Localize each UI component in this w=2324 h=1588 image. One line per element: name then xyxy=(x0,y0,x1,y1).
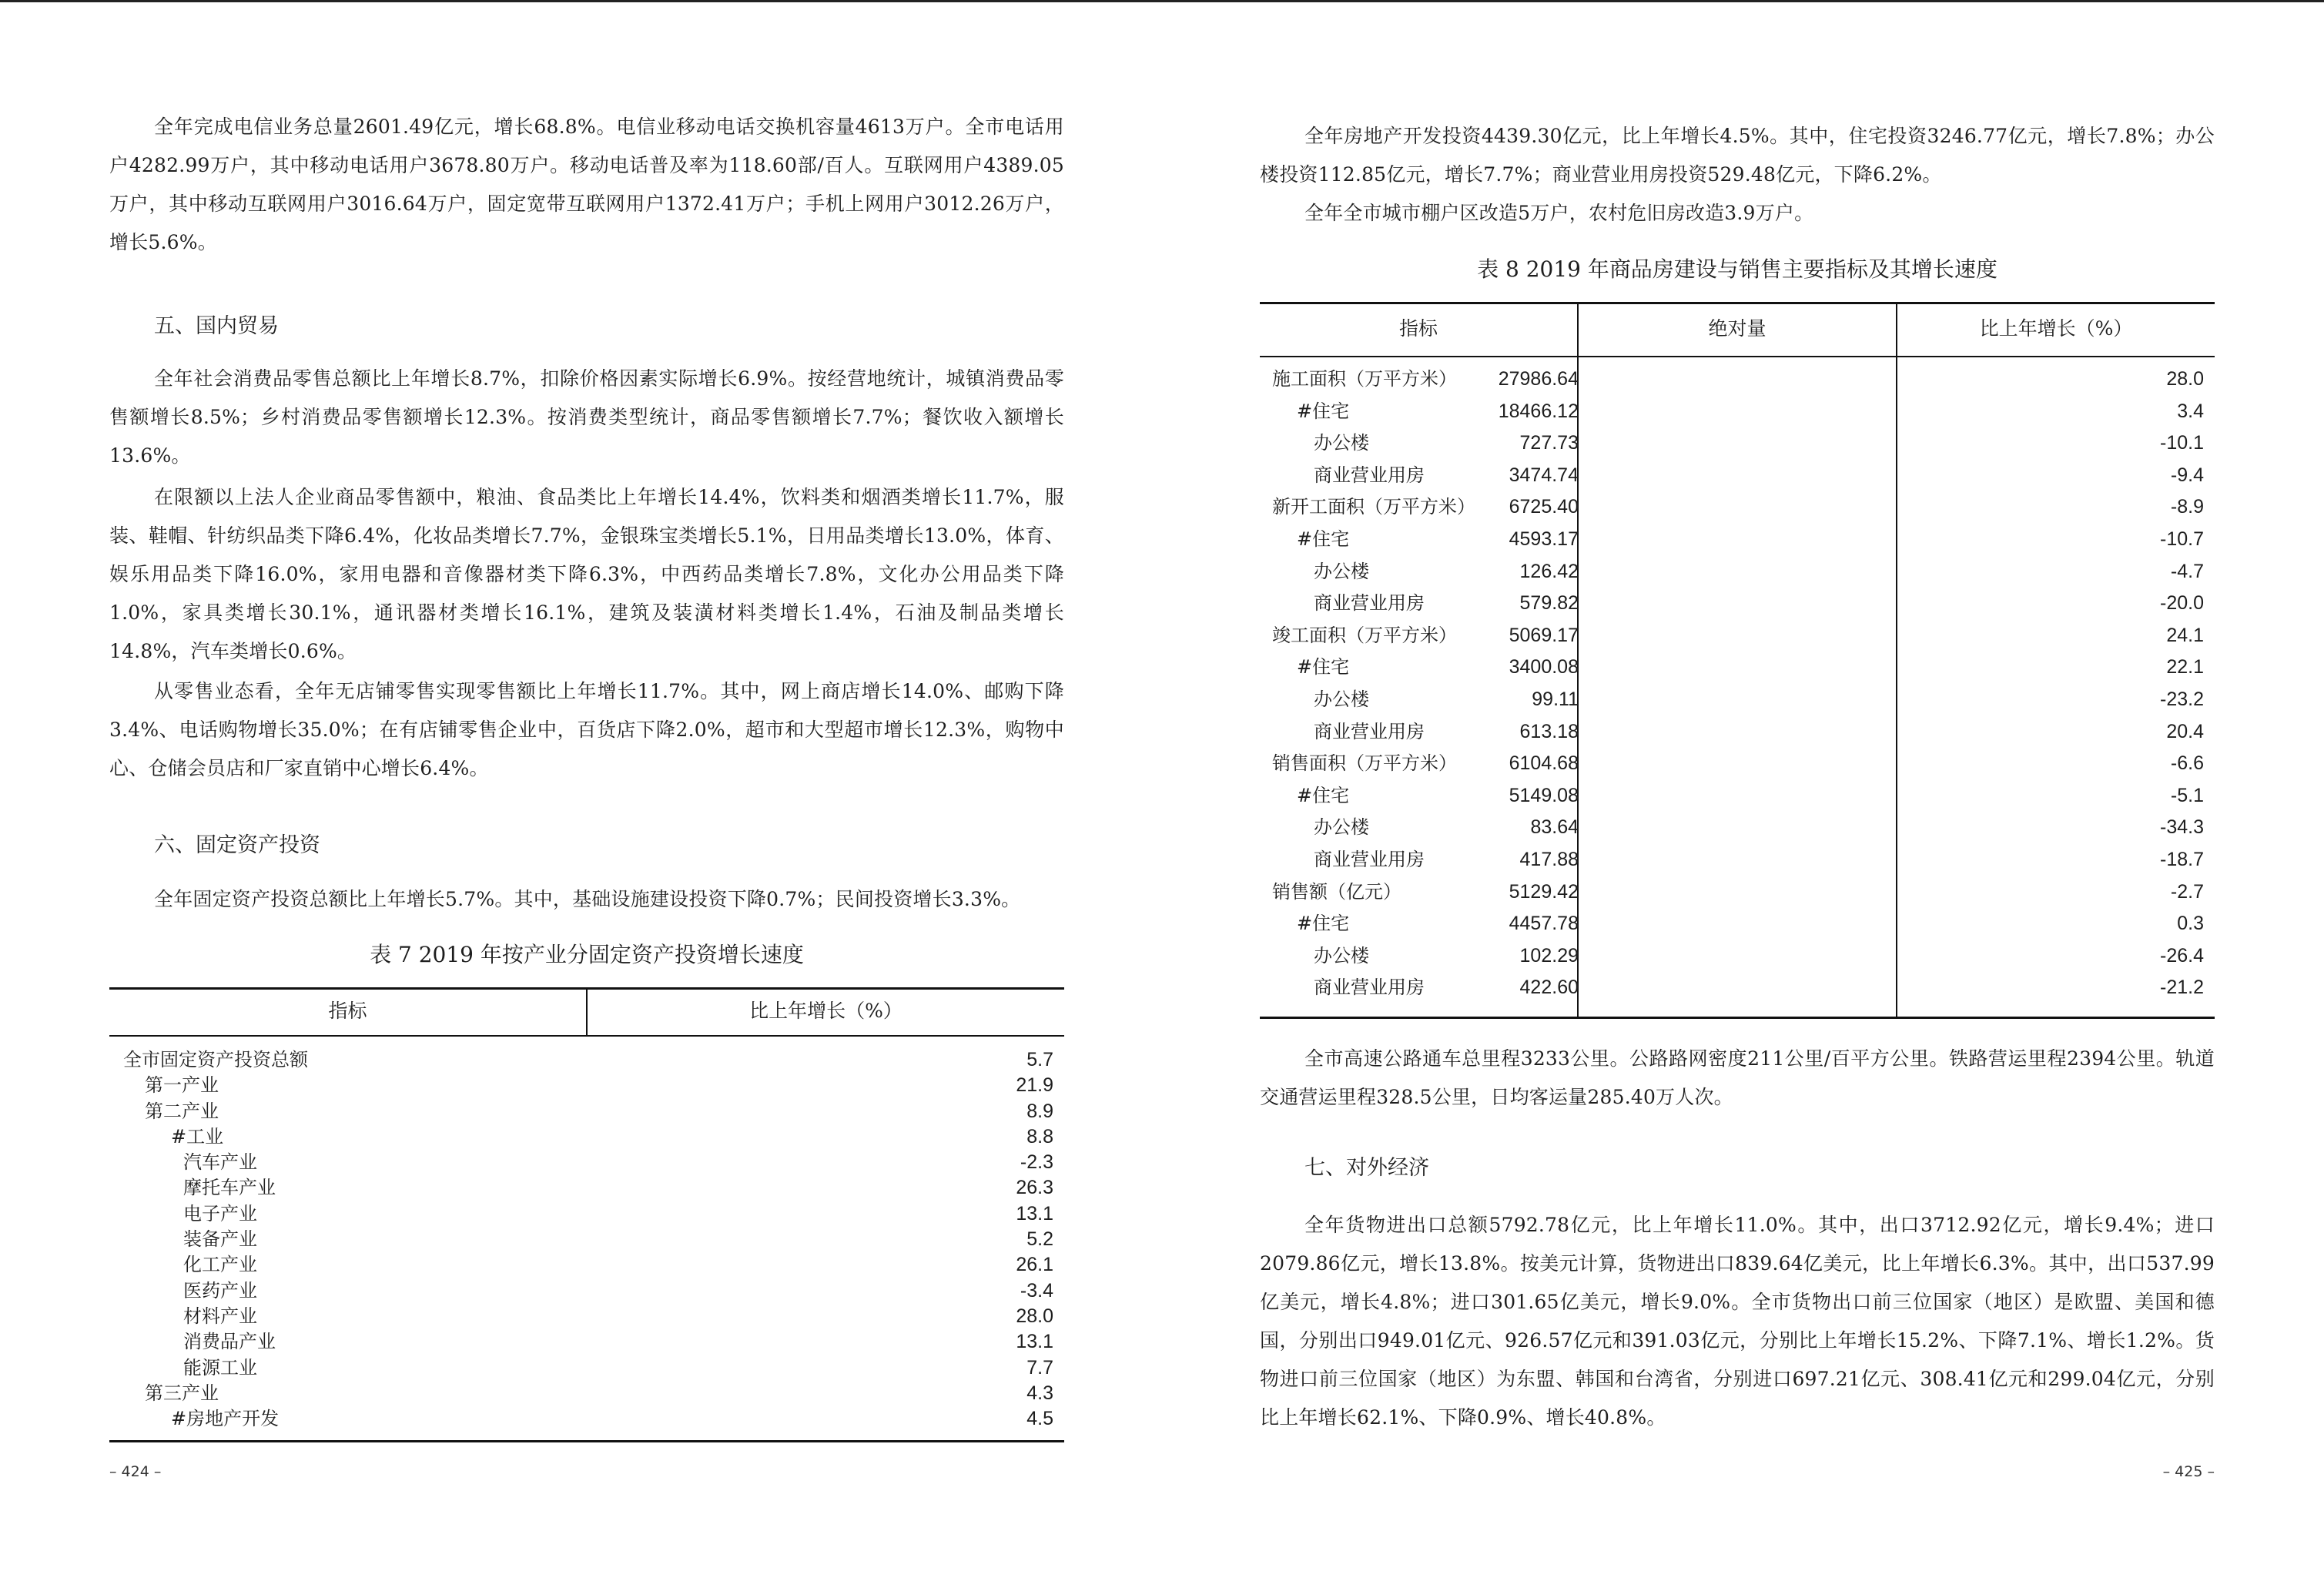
table-row xyxy=(109,1099,1064,1124)
row-label: #房地产开发 xyxy=(171,1408,280,1430)
row-label: 办公楼 xyxy=(1314,688,1369,710)
row-label: 第二产业 xyxy=(145,1100,219,1122)
table-row xyxy=(109,1304,1064,1329)
row-label: 销售面积（万平方米） xyxy=(1272,752,1457,775)
row-absolute-value: 27986.64 xyxy=(1498,368,1579,390)
table-row xyxy=(1260,812,2215,844)
row-label: 商业营业用房 xyxy=(1314,977,1425,999)
row-label: 商业营业用房 xyxy=(1314,848,1425,870)
row-growth-value: 4.5 xyxy=(1026,1408,1053,1430)
table-row xyxy=(1260,780,2215,812)
row-absolute-value: 102.29 xyxy=(1519,944,1579,967)
row-label: #住宅 xyxy=(1297,400,1350,422)
row-label: 施工面积（万平方米） xyxy=(1272,368,1457,390)
section-heading-fixed-investment: 六、固定资产投资 xyxy=(154,833,320,857)
row-growth-value: 8.8 xyxy=(1026,1125,1053,1147)
row-growth-value: 26.3 xyxy=(1016,1177,1053,1199)
table8-header-absolute: 绝对量 xyxy=(1708,317,1766,340)
table-row xyxy=(1260,972,2215,1004)
table7-body xyxy=(109,1047,1064,1432)
table-row xyxy=(1260,427,2215,460)
row-growth-value: -23.2 xyxy=(2160,688,2204,710)
row-label: 销售额（亿元） xyxy=(1272,880,1401,903)
table8-body xyxy=(1260,363,2215,1004)
table-row xyxy=(109,1406,1064,1432)
paragraph-shantytown-renovation: 全年全市城市棚户区改造5万户，农村危旧房改造3.9万户。 xyxy=(1304,202,1814,224)
table-row xyxy=(1260,491,2215,524)
row-growth-value: 28.0 xyxy=(2166,368,2204,390)
row-growth-value: 20.4 xyxy=(2166,720,2204,742)
table-row xyxy=(1260,716,2215,749)
table-row xyxy=(109,1124,1064,1150)
row-absolute-value: 5129.42 xyxy=(1509,880,1579,903)
row-growth-value: 0.3 xyxy=(2177,913,2204,935)
right-page xyxy=(1260,0,2215,1588)
row-absolute-value: 6725.40 xyxy=(1509,496,1579,518)
row-absolute-value: 3400.08 xyxy=(1509,656,1579,678)
paragraph-fixed-investment: 全年固定资产投资总额比上年增长5.7%。其中，基础设施建设投资下降0.7%；民间投资增长3.3%。 xyxy=(154,888,1021,910)
row-label: #住宅 xyxy=(1297,656,1350,678)
row-absolute-value: 422.60 xyxy=(1519,977,1579,999)
table-row xyxy=(109,1355,1064,1381)
section-heading-domestic-trade: 五、国内贸易 xyxy=(154,314,279,338)
row-growth-value: -21.2 xyxy=(2160,977,2204,999)
row-label: #住宅 xyxy=(1297,784,1350,806)
section-heading-foreign-economy: 七、对外经济 xyxy=(1304,1156,1429,1180)
table-row xyxy=(109,1252,1064,1278)
table-row xyxy=(1260,908,2215,940)
row-growth-value: -10.1 xyxy=(2160,432,2204,454)
row-growth-value: -8.9 xyxy=(2170,496,2204,518)
row-growth-value: 26.1 xyxy=(1016,1254,1053,1276)
row-growth-value: 3.4 xyxy=(2177,400,2204,422)
table8-header-indicator: 指标 xyxy=(1398,317,1438,340)
row-label: 全市固定资产投资总额 xyxy=(123,1049,308,1070)
row-growth-value: -2.7 xyxy=(2170,880,2204,903)
table7-bottom-rule xyxy=(109,1440,1064,1442)
row-growth-value: 5.7 xyxy=(1026,1049,1053,1070)
row-absolute-value: 4593.17 xyxy=(1509,528,1579,550)
row-growth-value: -10.7 xyxy=(2160,528,2204,550)
row-growth-value: -20.0 xyxy=(2160,592,2204,615)
table-row xyxy=(1260,363,2215,396)
table-row xyxy=(109,1073,1064,1098)
paragraph-retail-sales: 全年社会消费品零售总额比上年增长8.7%，扣除价格因素实际增长6.9%。按经营地统计，城镇消费品零售额增长8.5%；乡村消费品零售额增长12.3%。按消费类型统计，商品零售额增长7.7%；餐饮收入额增长13.6%。 xyxy=(109,367,1064,467)
table-row xyxy=(1260,652,2215,684)
paragraph-transport: 全市高速公路通车总里程3233公里。公路路网密度211公里/百平方公里。铁路营运里程2394公里。轨道交通营运里程328.5公里，日均客运量285.40万人次。 xyxy=(1260,1047,2215,1108)
row-label: 装备产业 xyxy=(183,1228,257,1251)
table8-bottom-rule xyxy=(1260,1017,2215,1019)
table-row xyxy=(1260,396,2215,428)
table-row xyxy=(109,1047,1064,1073)
row-growth-value: -5.1 xyxy=(2170,784,2204,806)
left-page xyxy=(109,0,1064,1588)
row-absolute-value: 83.64 xyxy=(1530,816,1579,839)
row-growth-value: 28.0 xyxy=(1016,1305,1053,1327)
row-label: 电子产业 xyxy=(183,1202,257,1225)
row-growth-value: 13.1 xyxy=(1016,1202,1053,1225)
page-number-right: – 425 – xyxy=(2162,1463,2215,1480)
row-growth-value: -18.7 xyxy=(2160,848,2204,870)
table-row xyxy=(109,1329,1064,1355)
row-absolute-value: 3474.74 xyxy=(1509,464,1579,486)
row-label: #工业 xyxy=(171,1125,224,1147)
row-growth-value: -4.7 xyxy=(2170,560,2204,582)
table-row xyxy=(109,1175,1064,1201)
row-absolute-value: 613.18 xyxy=(1519,720,1579,742)
row-growth-value: 13.1 xyxy=(1016,1331,1053,1353)
row-label: 办公楼 xyxy=(1314,816,1369,839)
row-label: 新开工面积（万平方米） xyxy=(1272,496,1475,518)
table-row xyxy=(109,1150,1064,1175)
table-row xyxy=(1260,524,2215,556)
row-label: #住宅 xyxy=(1297,913,1350,935)
table8-header-rule xyxy=(1260,356,2215,357)
row-absolute-value: 126.42 xyxy=(1519,560,1579,582)
row-absolute-value: 99.11 xyxy=(1532,688,1579,710)
row-growth-value: -26.4 xyxy=(2160,944,2204,967)
table7-header-growth: 比上年增长（%） xyxy=(749,1000,902,1022)
row-growth-value: -9.4 xyxy=(2170,464,2204,486)
table7-header-rule xyxy=(109,1035,1064,1037)
table-row xyxy=(109,1278,1064,1304)
table-row xyxy=(1260,460,2215,492)
row-absolute-value: 18466.12 xyxy=(1498,400,1579,422)
table-row xyxy=(1260,748,2215,780)
row-label: 商业营业用房 xyxy=(1314,592,1425,615)
row-absolute-value: 4457.78 xyxy=(1509,913,1579,935)
row-growth-value: 5.2 xyxy=(1026,1228,1053,1251)
table8-header-growth: 比上年增长（%） xyxy=(1979,317,2133,340)
row-label: 办公楼 xyxy=(1314,560,1369,582)
row-label: 第一产业 xyxy=(145,1074,219,1097)
row-label: 办公楼 xyxy=(1314,432,1369,454)
row-label: #住宅 xyxy=(1297,528,1350,550)
table-row xyxy=(109,1227,1064,1252)
table-row xyxy=(109,1201,1064,1227)
row-growth-value: -34.3 xyxy=(2160,816,2204,839)
paragraph-foreign-trade: 全年货物进出口总额5792.78亿元，比上年增长11.0%。其中，出口3712.92亿元，增长9.4%；进口2079.86亿元，增长13.8%。按美元计算，货物进出口839.64亿美元，比上年增长6.3%。其中，出口537.99亿美元，增长4.8%；进口301.65亿美元，增长9.0%。全市货物出口前三位国家（地区）是欧盟、美国和德国，分别出口949.01亿元、926.57亿元和391.03亿元，分别比上年增长15.2%、下降7.1%、增长1.2%。货物进口前三位国家（地区）为东盟、韩国和台湾省，分别进口697.21亿元、308.41亿元和299.04亿元，分别比上年增长62.1%、下降0.9%、增长40.8%。 xyxy=(1260,1214,2215,1429)
row-label: 摩托车产业 xyxy=(183,1177,276,1199)
row-absolute-value: 6104.68 xyxy=(1509,752,1579,775)
row-growth-value: 24.1 xyxy=(2166,624,2204,646)
paragraph-real-estate-investment: 全年房地产开发投资4439.30亿元，比上年增长4.5%。其中，住宅投资3246.77亿元，增长7.8%；办公楼投资112.85亿元，增长7.7%；商业营业用房投资529.48亿元，下降6.2%。 xyxy=(1260,125,2215,186)
row-label: 能源工业 xyxy=(183,1356,257,1379)
row-absolute-value: 5149.08 xyxy=(1509,784,1579,806)
row-growth-value: 21.9 xyxy=(1016,1074,1053,1097)
row-label: 竣工面积（万平方米） xyxy=(1272,624,1457,646)
table-row xyxy=(1260,556,2215,588)
page-number-left: – 424 – xyxy=(109,1463,162,1480)
paragraph-retail-formats: 从零售业态看，全年无店铺零售实现零售额比上年增长11.7%。其中，网上商店增长14.0%、邮购下降3.4%、电话购物增长35.0%；在有店铺零售企业中，百货店下降2.0%，超市和大型超市增长12.3%，购物中心、仓储会员店和厂家直销中心增长6.4%。 xyxy=(109,680,1064,779)
row-label: 商业营业用房 xyxy=(1314,464,1425,486)
row-growth-value: 4.3 xyxy=(1026,1382,1053,1404)
table-row xyxy=(109,1381,1064,1406)
row-absolute-value: 5069.17 xyxy=(1509,624,1579,646)
table8-caption: 表 8 2019 年商品房建设与销售主要指标及其增长速度 xyxy=(1477,256,1998,282)
table7-header-indicator: 指标 xyxy=(328,1000,367,1022)
table7-caption: 表 7 2019 年按产业分固定资产投资增长速度 xyxy=(370,942,804,967)
row-label: 办公楼 xyxy=(1314,944,1369,967)
row-growth-value: 7.7 xyxy=(1026,1356,1053,1379)
table-row xyxy=(1260,684,2215,716)
row-absolute-value: 727.73 xyxy=(1519,432,1579,454)
row-growth-value: -2.3 xyxy=(1020,1151,1053,1174)
row-label: 消费品产业 xyxy=(183,1331,276,1353)
paragraph-retail-categories: 在限额以上法人企业商品零售额中，粮油、食品类比上年增长14.4%，饮料类和烟酒类增长11.7%，服装、鞋帽、针纺织品类下降6.4%，化妆品类增长7.7%，金银珠宝类增长5.1%，日用品类增长13.0%，体育、娱乐用品类下降16.0%，家用电器和音像器材类下降6.3%，中西药品类增长7.8%，文化办公用品类下降1.0%，家具类增长30.1%，通讯器材类增长16.1%，建筑及装潢材料类增长1.4%，石油及制品类增长14.8%，汽车类增长0.6%。 xyxy=(109,486,1064,662)
row-label: 第三产业 xyxy=(145,1382,219,1404)
row-label: 材料产业 xyxy=(183,1305,257,1327)
row-label: 化工产业 xyxy=(183,1254,257,1276)
row-growth-value: -3.4 xyxy=(1020,1279,1053,1302)
row-label: 商业营业用房 xyxy=(1314,720,1425,742)
row-growth-value: 22.1 xyxy=(2166,656,2204,678)
table-row xyxy=(1260,876,2215,909)
paragraph-telecom: 全年完成电信业务总量2601.49亿元，增长68.8%。电信业移动电话交换机容量4613万户。全市电话用户4282.99万户，其中移动电话用户3678.80万户。移动电话普及率为118.60部/百人。互联网用户4389.05万户，其中移动互联网用户3016.64万户，固定宽带互联网用户1372.41万户；手机上网用户3012.26万户，增长5.6%。 xyxy=(109,116,1064,253)
table-row xyxy=(1260,620,2215,652)
table-row xyxy=(1260,940,2215,973)
row-label: 汽车产业 xyxy=(183,1151,257,1174)
row-growth-value: 8.9 xyxy=(1026,1100,1053,1122)
table-row xyxy=(1260,844,2215,876)
row-label: 医药产业 xyxy=(183,1279,257,1302)
row-absolute-value: 417.88 xyxy=(1519,848,1579,870)
table-row xyxy=(1260,588,2215,620)
row-growth-value: -6.6 xyxy=(2170,752,2204,775)
row-absolute-value: 579.82 xyxy=(1519,592,1579,615)
